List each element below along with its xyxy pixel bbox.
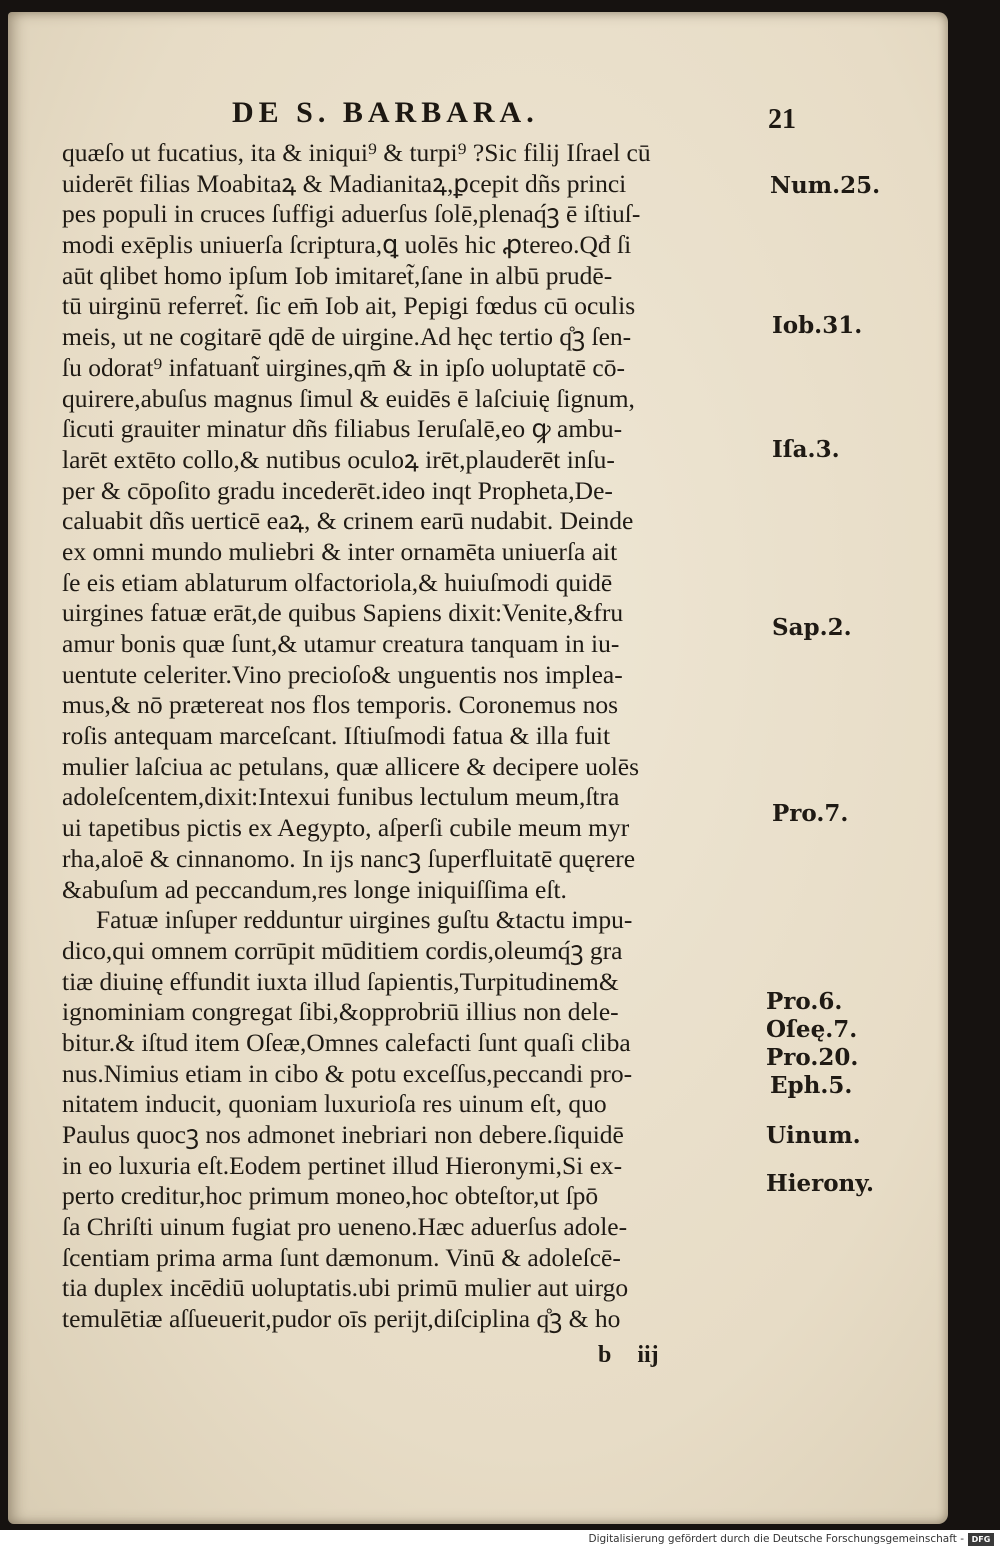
margin-note-pro6: Pro.6.	[766, 988, 843, 1015]
margin-note-hierony: Hierony.	[766, 1170, 875, 1197]
margin-note-uinum: Uinum.	[766, 1122, 861, 1149]
text-line: uirgines fatuæ erāt,de quibus Sapiens dixit:Venite,&fru	[62, 598, 624, 628]
text-line: &abuſum ad peccandum,res longe iniquiſſima eſt.	[62, 874, 567, 904]
running-header: DE S. BARBARA.	[232, 96, 539, 129]
text-line: ui tapetibus pictis ex Aegypto, aſperſi cubile meum myr	[62, 813, 630, 843]
funding-credit: Digitalisierung gefördert durch die Deutsche Forschungsgemeinschaft -	[588, 1533, 964, 1545]
margin-note-num: Num.25.	[770, 172, 881, 199]
text-line: aūt qlibet homo ipſum Iob imitaret̃,ſane in albū prudē-	[62, 260, 613, 290]
footer-bar	[0, 1530, 1000, 1550]
margin-note-pro20: Pro.20.	[766, 1044, 859, 1071]
text-line: Paulus quocꝫ nos admonet inebriari non debere.ſiquidē	[62, 1120, 624, 1149]
text-line: roſis antequam marceſcant. Iſtiuſmodi fatua & illa fuit	[62, 721, 611, 751]
text-line: in eo luxuria eſt.Eodem pertinet illud Hieronymi,Si ex-	[62, 1150, 623, 1180]
text-line: bitur.& iſtud item Oſeæ,Omnes calefacti ſunt quaſi cliba	[62, 1027, 631, 1057]
text-line: uiderēt filias Moabitaꝝ & Madianitaꝝ,ꝑcepit dñs princi	[62, 168, 627, 198]
text-line: ſu odorat⁹ infatuant̃ uirgines,qm̄ & in ipſo uoluptatē cō-	[62, 352, 625, 382]
margin-note-sap: Sap.2.	[772, 614, 852, 641]
text-line: rha,aloē & cinnanomo. In ijs nancꝫ ſuperfluitatē quęrere	[62, 843, 636, 873]
text-line: per & cōpoſito gradu incederēt.ideo inqt Propheta,De-	[62, 475, 613, 505]
margin-note-isa: Iſa.3.	[772, 436, 840, 463]
text-line: nus.Nimius etiam in cibo & potu exceſſus,peccandi pro-	[62, 1058, 633, 1088]
text-line: ignominiam congregat ſibi,&opprobriū illius non dele-	[62, 997, 619, 1027]
text-line: ſicuti grauiter minatur dñs filiabus Ieruſalē,eo ꝙ ambu-	[62, 414, 623, 444]
page-number: 21	[768, 104, 796, 135]
text-line: quirere,abuſus magnus ſimul & euidēs ē laſciuię ſignum,	[62, 383, 635, 413]
dfg-logo: DFG	[968, 1533, 994, 1546]
text-line: quæſo ut fucatius, ita & iniqui⁹ & turpi⁹ ?Sic filij Iſrael cū	[62, 138, 651, 167]
text-line: mulier laſciua ac petulans, quæ allicere & decipere uolēs	[62, 751, 640, 781]
signature-mark: b iij	[598, 1342, 659, 1368]
text-line: tia duplex incēdiū uoluptatis.ubi primū mulier aut uirgo	[62, 1273, 629, 1303]
text-line: nitatem inducit, quoniam luxurioſa res uinum eſt, quo	[62, 1089, 607, 1119]
text-line: ſa Chriſti uinum fugiat pro ueneno.Hæc aduerſus adole-	[62, 1212, 628, 1242]
text-line: temulētiæ aſſueuerit,pudor oīs perijt,diſciplina q̊ꝫ & ho	[62, 1304, 621, 1334]
text-line: ex omni mundo muliebri & inter ornamēta uniuerſa ait	[62, 536, 618, 566]
margin-note-eph: Eph.5.	[770, 1072, 853, 1099]
paragraph-start-line: Fatuæ inſuper redduntur uirgines guſtu &tactu impu-	[96, 905, 633, 935]
text-line: ſe eis etiam ablaturum olfactoriola,& huiuſmodi quidē	[62, 567, 613, 597]
text-line: uentute celeriter.Vino precioſo& unguentis nos implea-	[62, 659, 623, 689]
text-line: pes populi in cruces ſuffigi aduerſus ſolē,plenaq́ꝫ ē iſtiuſ-	[62, 199, 641, 229]
margin-note-osee: Oſeę.7.	[766, 1016, 858, 1043]
text-line: tū uirginū referret̃. ſic em̄ Iob ait, Pepigi fœdus cū oculis	[62, 291, 636, 321]
body-text	[62, 138, 762, 1335]
text-line: ſcentiam prima arma ſunt dæmonum. Vinū & adoleſcē-	[62, 1242, 621, 1272]
text-line: caluabit dñs uerticē eaꝝ, & crinem earū nudabit. Deinde	[62, 506, 634, 536]
text-line: meis, ut ne cogitarē qdē de uirgine.Ad hęc tertio q̊ꝫ ſen-	[62, 322, 632, 352]
text-line: tiæ diuinę effundit iuxta illud ſapientis,Turpitudinem&	[62, 966, 619, 996]
text-line: modi exēplis uniuerſa ſcriptura,ꝗ uolēs hic ꝓtereo.Qđ ſi	[62, 230, 632, 260]
text-line: dico,qui omnem corrūpit mūditiem cordis,oleumq́ꝫ gra	[62, 935, 623, 965]
margin-note-iob: Iob.31.	[772, 312, 863, 339]
text-line: larēt extēto collo,& nutibus oculoꝝ irēt,plauderēt inſu-	[62, 444, 615, 474]
text-line: perto creditur,hoc primum moneo,hoc obteſtor,ut ſpō	[62, 1181, 599, 1211]
margin-note-pro7: Pro.7.	[772, 800, 849, 827]
text-line: amur bonis quæ ſunt,& utamur creatura tanquam in iu-	[62, 629, 620, 658]
text-line: adoleſcentem,dixit:Intexui funibus lectulum meum,ſtra	[62, 782, 620, 812]
text-line: mus,& nō prætereat nos flos temporis. Coronemus nos	[62, 690, 618, 720]
